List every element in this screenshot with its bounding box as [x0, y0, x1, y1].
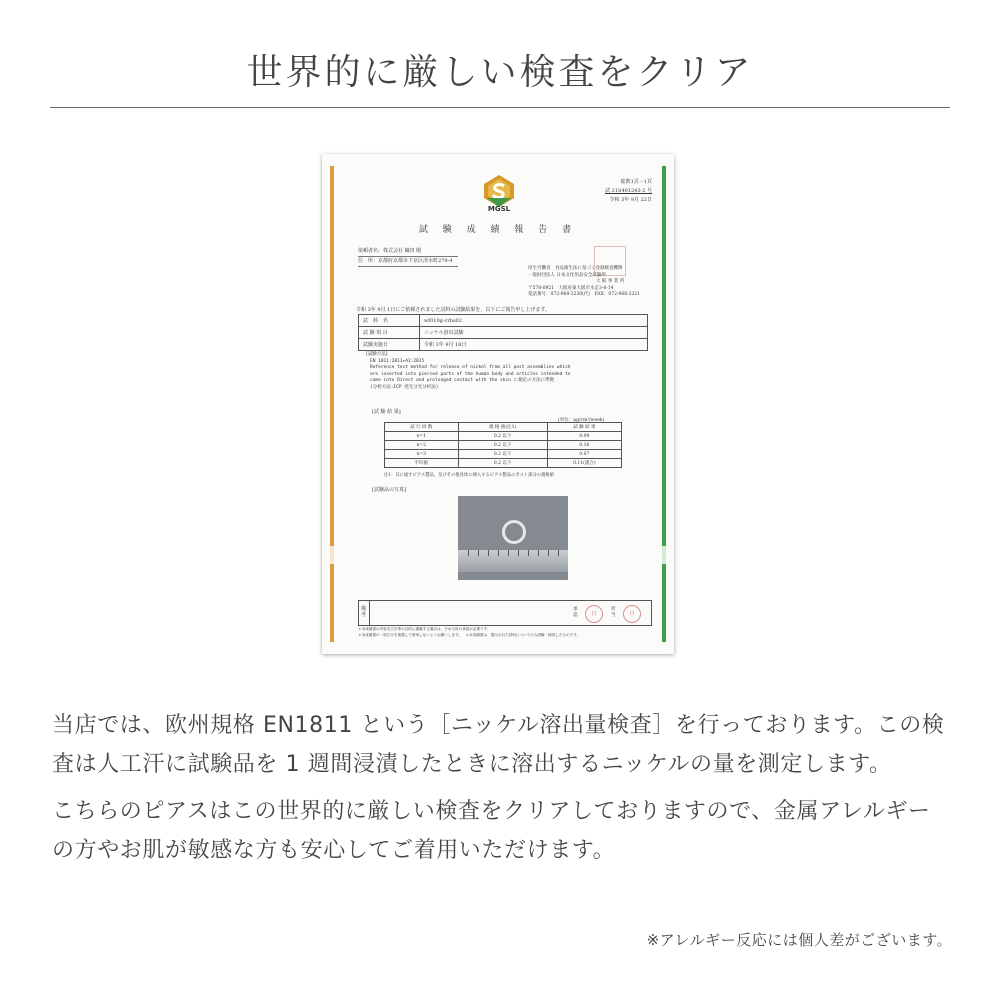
- sample-photo: [458, 496, 568, 580]
- approval-stamp: 日: [585, 605, 603, 623]
- results-unit: (単位：μg/cm²/week): [558, 418, 605, 423]
- right-color-bar: [662, 166, 666, 642]
- table-row: n=1 0.2 以下 0.09: [385, 432, 622, 441]
- sample-info-table: [358, 314, 648, 351]
- description-paragraph-2: こちらのピアスはこの世界的に厳しい検査をクリアしておりますので、金属アレルギーの方やお肌が敏感な方も安心してご着用いただけます。: [52, 799, 931, 863]
- page-heading: 世界的に厳しい検査をクリア: [246, 52, 754, 93]
- table-header-row: 試 行 回 数 規 格 値(注1) 試 験 結 果: [385, 423, 622, 432]
- left-color-bar: [330, 166, 334, 642]
- mgsl-logo-text: MGSL: [487, 205, 511, 213]
- table-row: n=2 0.2 以下 0.16: [385, 441, 622, 450]
- certificate-footer: ＊本成績書の内容を広告等の目的に掲載する場合は、予め当所の承諾が必要です。 ＊本成績書の一部だけを複製して使用しないようお願いします。 ＊本成績書は、提出された試料についてのみ試験・検査したものです。: [358, 627, 581, 637]
- heading-divider: [50, 107, 950, 108]
- client-info: 依頼者名：株式会社 織田 殿 住 所：京都府京都市下京区清水町279-4: [358, 247, 458, 267]
- author-stamp: 日: [623, 605, 641, 623]
- photo-heading: [試験品の写真]: [372, 487, 406, 493]
- certificate-title: 試 験 成 績 報 告 書: [418, 225, 578, 235]
- table-row: 試 験 項 目 ニッケル溶出試験: [359, 327, 648, 339]
- approval-label: 承認: [573, 607, 578, 618]
- table-row: n=3 0.2 以下 0.07: [385, 450, 622, 459]
- results-heading: [試 験 結 果]: [372, 409, 401, 415]
- test-certificate-image: [322, 154, 674, 654]
- description: [52, 706, 952, 878]
- table-row: 平均値 0.2 以下 0.11(適合): [385, 459, 622, 468]
- table-row: 試 料 名 wf010g-crhs02: [359, 315, 648, 327]
- ruler: [458, 550, 568, 572]
- table-row: 試験実施日 令和 3年 9月 18日: [359, 339, 648, 351]
- allergy-footnote: ※アレルギー反応には個人差がございます。: [646, 931, 952, 949]
- remarks-box: [358, 600, 652, 626]
- testing-organization: 厚生労働省 食品衛生法に基づく登録検査機関 一般財団法人 日本文化用品安全試験所 大 阪 事 業 所 〒578-0921 大阪府東大阪市水走3-6-14 電話番号：072-968-2230(代) FAX：072-968-2221: [528, 266, 641, 297]
- earring-ring: [502, 520, 526, 544]
- results-table: [384, 422, 622, 468]
- mgsl-logo-icon: [482, 174, 516, 208]
- remarks-label: 備考: [361, 606, 367, 618]
- description-paragraph-1: 当店では、欧州規格 EN1811 という［ニッケル溶出量検査］を行っております。この検査は人工汗に試験品を 1 週間浸漬したときに溶出するニッケルの量を測定します。: [52, 713, 945, 777]
- reference-number: 総数1頁－1頁 試 21S401243-2 号 令和 3年 9月 22日: [605, 179, 652, 203]
- results-note: 注1：耳に通すピアス製品、及びその他身体に挿入するピアス製品のポスト部分の規格値: [384, 473, 554, 478]
- test-method: [試験方法] EN 1811:2011+A1:2015 Reference test method for release of nickel from all post assemblies which are inserted into pierced parts of the human body and articles intended to come into Direct and prolonged contact with the skin に規定の方法に準拠 (分析方法:ICP 発光分光分析法): [366, 352, 571, 390]
- author-label: 担当: [611, 607, 616, 618]
- certificate-intro: 令和 3年 9月 1日にご依頼されました試料の試験結果を、以下にご報告申し上げます。: [356, 307, 550, 313]
